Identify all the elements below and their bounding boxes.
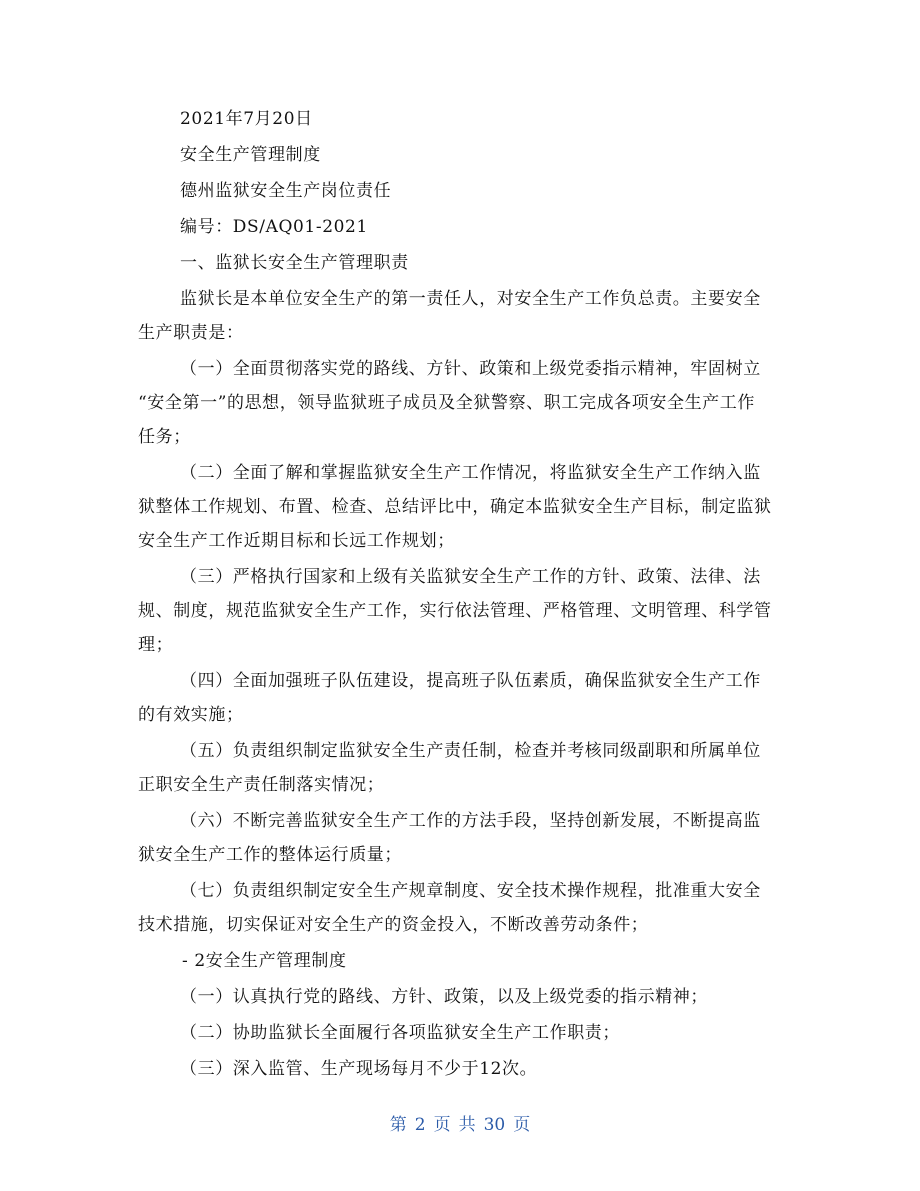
total-page-count: 30	[483, 1115, 506, 1135]
current-page-number: 2	[414, 1115, 426, 1135]
footer-word: 第	[389, 1115, 407, 1135]
section-heading-2: - 2安全生产管理制度	[182, 951, 347, 971]
paragraph-line: （一）全面贯彻落实党的路线、方针、政策和上级党委指示精神，牢固树立	[180, 359, 761, 379]
paragraph-line: （五）负责组织制定监狱安全生产责任制，检查并考核同级副职和所属单位	[180, 741, 761, 761]
paragraph-line: 生产职责是：	[138, 323, 244, 343]
paragraph-line: 任务；	[138, 427, 191, 447]
paragraph-line: （一）认真执行党的路线、方针、政策，以及上级党委的指示精神；	[180, 987, 708, 1007]
paragraph-line: （三）严格执行国家和上级有关监狱安全生产工作的方针、政策、法律、法	[180, 567, 761, 587]
paragraph-line: “安全第一”的思想，领导监狱班子成员及全狱警察、职工完成各项安全生产工作	[138, 393, 755, 413]
doc-number: 编号：DS/AQ01-2021	[180, 217, 368, 237]
paragraph-line: 安全生产工作近期目标和长远工作规划；	[138, 531, 455, 551]
paragraph-line: （四）全面加强班子队伍建设，提高班子队伍素质，确保监狱安全生产工作	[180, 671, 761, 691]
footer-word: 页	[433, 1115, 451, 1135]
paragraph-line: 狱整体工作规划、布置、检查、总结评比中，确定本监狱安全生产目标，制定监狱	[138, 497, 772, 517]
paragraph-line: （六）不断完善监狱安全生产工作的方法手段，坚持创新发展，不断提高监	[180, 811, 761, 831]
date-line: 2021年7月20日	[180, 109, 313, 129]
paragraph-line: 监狱长是本单位安全生产的第一责任人，对安全生产工作负总责。主要安全	[180, 289, 761, 309]
paragraph-line: 规、制度，规范监狱安全生产工作，实行依法管理、严格管理、文明管理、科学管	[138, 601, 772, 621]
doc-subtitle: 德州监狱安全生产岗位责任	[180, 181, 392, 201]
paragraph-line: 的有效实施；	[138, 705, 244, 725]
paragraph-line: 理；	[138, 635, 174, 655]
footer-word: 共	[458, 1115, 476, 1135]
paragraph-line: 正职安全生产责任制落实情况；	[138, 775, 385, 795]
paragraph-line: （二）协助监狱长全面履行各项监狱安全生产工作职责；	[180, 1023, 620, 1043]
footer-word: 页	[513, 1115, 531, 1135]
paragraph-line: （三）深入监管、生产现场每月不少于12次。	[180, 1059, 538, 1079]
paragraph-line: （二）全面了解和掌握监狱安全生产工作情况，将监狱安全生产工作纳入监	[180, 463, 761, 483]
page-footer	[0, 1114, 920, 1136]
section-heading: 一、监狱长安全生产管理职责	[180, 253, 409, 273]
doc-title: 安全生产管理制度	[180, 145, 321, 165]
paragraph-line: 技术措施，切实保证对安全生产的资金投入，不断改善劳动条件；	[138, 915, 649, 935]
paragraph-line: 狱安全生产工作的整体运行质量；	[138, 845, 402, 865]
paragraph-line: （七）负责组织制定安全生产规章制度、安全技术操作规程，批准重大安全	[180, 881, 761, 901]
